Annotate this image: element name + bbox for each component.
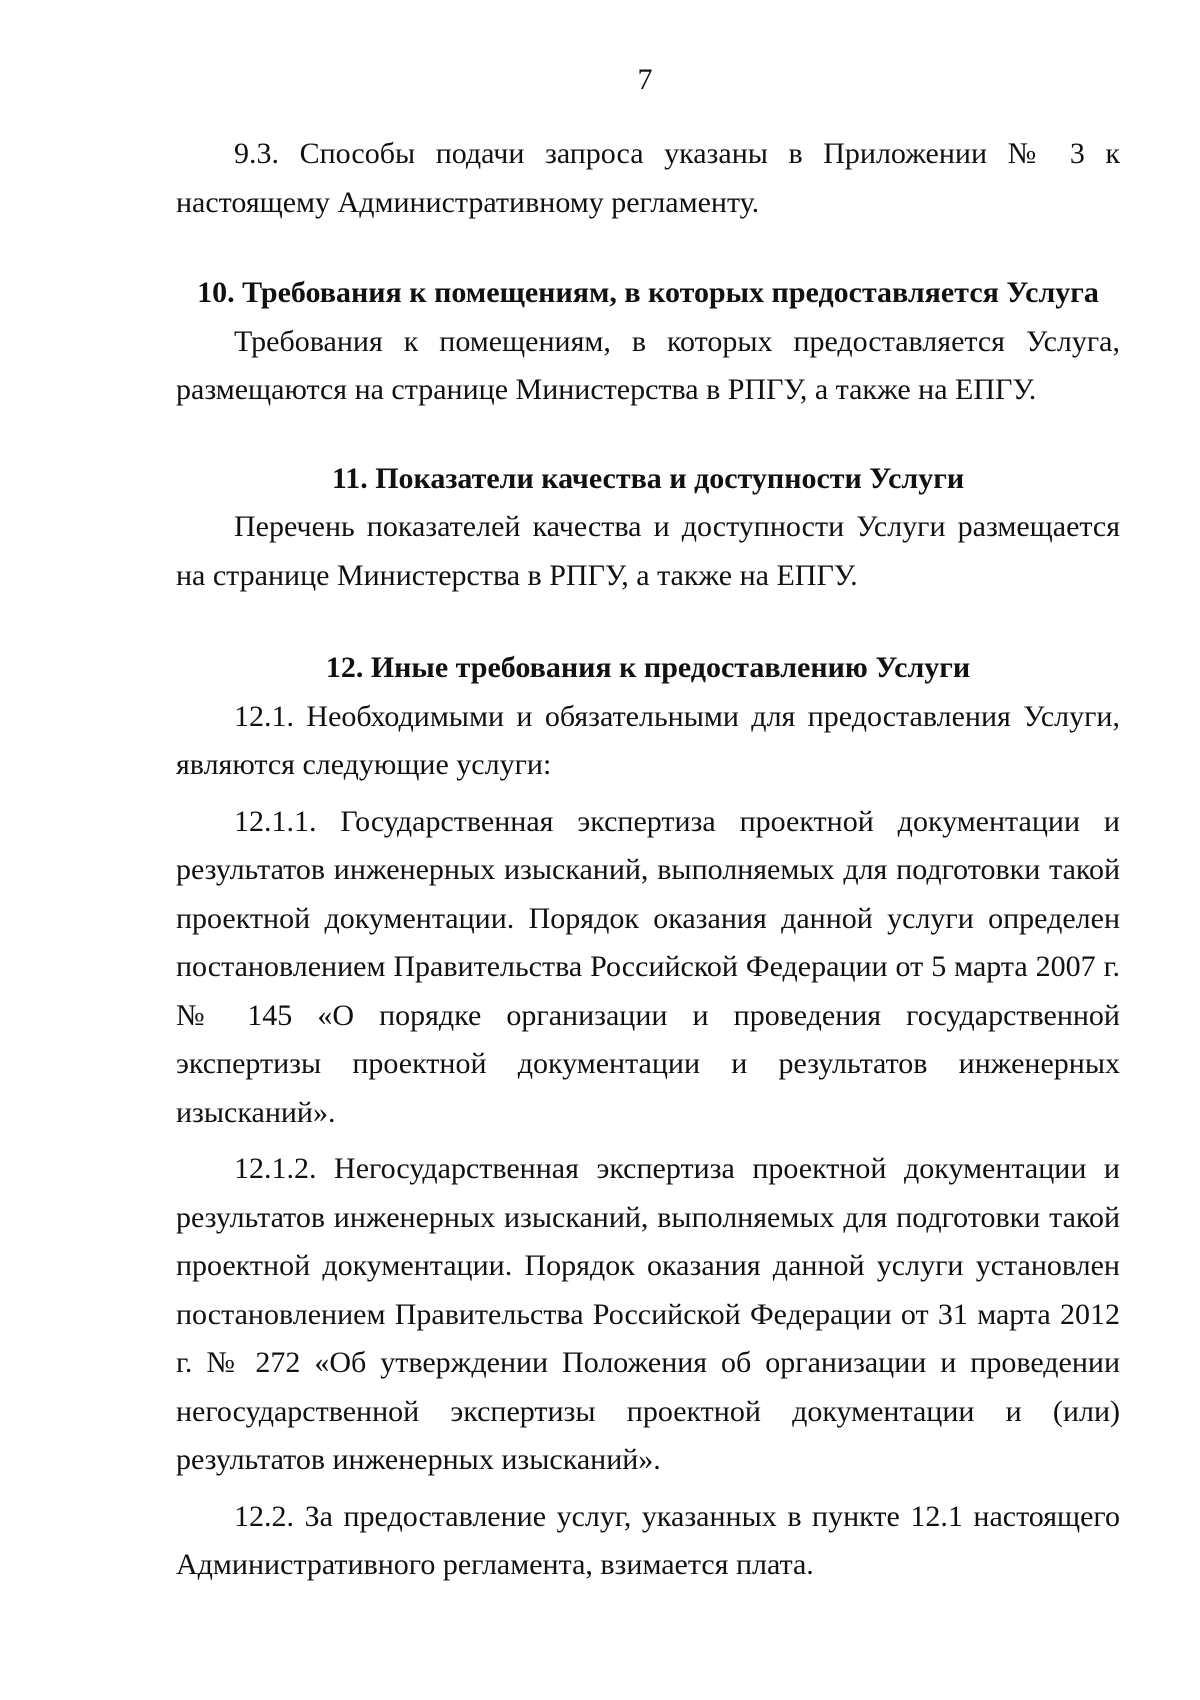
paragraph-10: Требования к помещениям, в которых предоставляется Услуга, размещаются на странице Министерства в РПГУ, а также на ЕПГУ. [176, 324, 1120, 406]
paragraph-12-1-2: 12.1.2. Негосударственная экспертиза проектной документации и результатов инженерных изысканий, выполняемых для подготовки такой проектной документации. Порядок оказания данной услуги установлен постановлением Правительства Российской Федерации от 31 марта 2012 г. № 272 «Об утверждении Положения об организации и проведении негосударственной экспертизы проектной документации и (или) результатов инженерных изысканий». [176, 1152, 1120, 1476]
page-number: 7 [637, 63, 653, 96]
spacer [176, 790, 1120, 798]
paragraph-9-3: 9.3. Способы подачи запроса указаны в Приложении № 3 к настоящему Административному регламенту. [176, 137, 1120, 219]
spacer [176, 415, 1120, 455]
paragraph-12-1-1: 12.1.1. Государственная экспертиза проектной документации и результатов инженерных изысканий, выполняемых для подготовки такой проектной документации. Порядок оказания данной услуги определен постановлением Правительства Российской Федерации от 5 марта 2007 г. № 145 «О порядке организации и проведения государственной экспертизы проектной документации и результатов инженерных изысканий». [176, 804, 1120, 1129]
paragraph-12-1: 12.1. Необходимыми и обязательными для предоставления Услуги, являются следующие услуги: [176, 699, 1120, 781]
spacer [176, 600, 1120, 644]
section-heading-11: 11. Показатели качества и доступности Услуги [331, 461, 965, 495]
paragraph-12-2: 12.2. За предоставление услуг, указанных в пункте 12.1 настоящего Административного регламента, взимается плата. [176, 1499, 1120, 1581]
section-heading-10: 10. Требования к помещениям, в которых предоставляется Услуга [197, 276, 1099, 309]
section-heading-12: 12. Иные требования к предоставлению Услуги [325, 651, 971, 684]
spacer [176, 1485, 1120, 1493]
document-body [176, 130, 1120, 1590]
spacer [176, 227, 1120, 269]
spacer [176, 1137, 1120, 1145]
paragraph-11: Перечень показателей качества и доступности Услуги размещается на странице Министерства в РПГУ, а также на ЕПГУ. [176, 510, 1120, 592]
